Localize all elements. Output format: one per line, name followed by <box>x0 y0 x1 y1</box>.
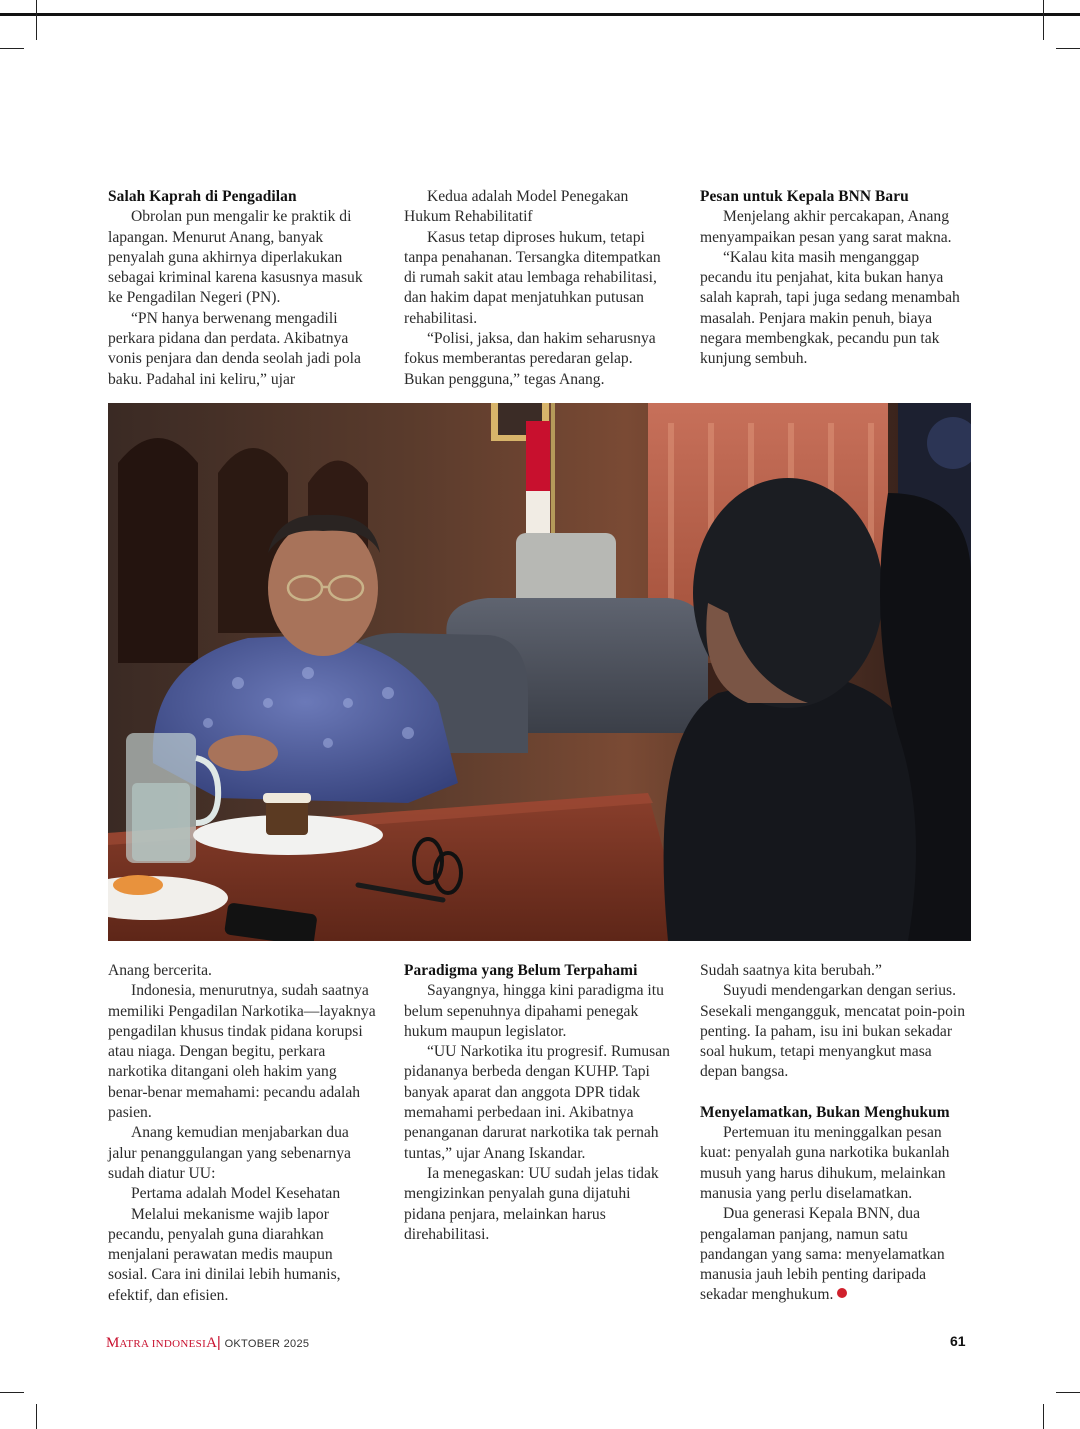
column-1-top <box>108 187 376 390</box>
brand-name: ATRA INDONESI <box>119 1338 207 1350</box>
section-heading: Paradigma yang Belum Terpahami <box>404 962 638 979</box>
section-heading: Menyelamatkan, Bukan Menghukum <box>700 1103 950 1121</box>
paragraph: Sayangnya, hingga kini paradigma itu belum sepenuhnya dipahami penegak hukum maupun legislator. <box>404 982 664 1040</box>
page-number: 61 <box>950 1333 966 1349</box>
paragraph: Kasus tetap diproses hukum, tetapi tanpa penahanan. Tersangka ditempatkan di rumah sakit atau lembaga rehabilitasi, dan hakim dapat menjatuhkan putusan rehabilitasi. <box>404 228 661 327</box>
crop-mark <box>0 48 24 49</box>
paragraph-text: Dua generasi Kepala BNN, dua pengalaman panjang, namun satu pandangan yang sama: menyelamatkan manusia jauh lebih penting daripada sekadar menghukum. <box>700 1205 945 1304</box>
paragraph: Melalui mekanisme wajib lapor pecandu, penyalah guna diarahkan menjalani perawatan medis maupun sosial. Cara ini dinilai lebih humanis, efektif, dan efisien. <box>108 1205 341 1304</box>
paragraph: Anang kemudian menjabarkan dua jalur penanggulangan yang sebenarnya sudah diatur UU: <box>108 1124 351 1182</box>
end-mark-icon <box>837 1288 847 1298</box>
paragraph: Pertemuan itu meninggalkan pesan kuat: penyalah guna narkotika bukanlah musuh yang harus dihukum, melainkan manusia yang perlu diselamatkan. <box>700 1124 950 1202</box>
crop-mark <box>36 1404 37 1429</box>
paragraph: “UU Narkotika itu progresif. Rumusan pidananya berbeda dengan KUHP. Tapi banyak aparat dan anggota DPR tidak memahami perbedaan ini. Akibatnya penanganan darurat narkotika tak pernah tuntas,” ujar Anang Iskandar. <box>404 1043 670 1162</box>
column-2-top <box>404 187 672 390</box>
paragraph: Indonesia, menurutnya, sudah saatnya memiliki Pengadilan Narkotika—layaknya pengadilan khusus tindak pidana korupsi atau niaga. Dengan begitu, perkara narkotika ditangani oleh hakim yang benar-benar memahami: pecandu adalah pasien. <box>108 982 376 1122</box>
paragraph <box>700 1204 968 1305</box>
paragraph: “Polisi, jaksa, dan hakim seharusnya fokus memberantas peredaran gelap. Bukan pengguna,” tegas Anang. <box>404 330 656 388</box>
brand-final: A <box>206 1335 217 1351</box>
paragraph: Anang bercerita. <box>108 962 212 979</box>
section-heading: Pesan untuk Kepala BNN Baru <box>700 188 909 205</box>
top-rule <box>0 13 1080 16</box>
crop-mark <box>1056 1392 1080 1393</box>
crop-mark <box>0 1392 24 1393</box>
paragraph: Sudah saatnya kita berubah.” <box>700 962 882 979</box>
footer-brand <box>106 1334 309 1352</box>
crop-mark <box>1043 1404 1044 1429</box>
paragraph: Obrolan pun mengalir ke praktik di lapangan. Menurut Anang, banyak penyalah guna akhirnya diperlakukan sebagai kriminal karena kasusnya masuk ke Pengadilan Negeri (PN). <box>108 208 363 307</box>
interview-photo <box>108 403 971 941</box>
section-heading: Salah Kaprah di Pengadilan <box>108 188 297 205</box>
paragraph: Kedua adalah Model Penegakan Hukum Rehabilitatif <box>404 188 629 226</box>
brand-initial: M <box>106 1335 120 1351</box>
column-1-bottom <box>108 961 376 1306</box>
paragraph: Pertama adalah Model Kesehatan <box>131 1185 341 1203</box>
paragraph: “Kalau kita masih menganggap pecandu itu penjahat, kita bukan hanya salah kaprah, tapi juga sedang menambah masalah. Penjara makin penuh, biaya negara membengkak, pecandu pun tak kunjung sembuh. <box>700 248 960 368</box>
paragraph: Ia menegaskan: UU sudah jelas tidak mengizinkan penyalah guna dijatuhi pidana penjara, melainkan harus direhabilitasi. <box>404 1164 659 1243</box>
crop-mark <box>1056 48 1080 49</box>
spacer <box>700 1083 968 1103</box>
paragraph: Menjelang akhir percakapan, Anang menyampaikan pesan yang sarat makna. <box>700 208 952 246</box>
column-3-top <box>700 187 968 370</box>
footer-separator: | <box>216 1334 221 1351</box>
issue-date: OKTOBER 2025 <box>224 1338 310 1350</box>
column-3-bottom <box>700 961 968 1306</box>
crop-mark <box>1043 0 1044 40</box>
column-2-bottom <box>404 961 672 1245</box>
paragraph: Suyudi mendengarkan dengan serius. Sesekali mengangguk, mencatat poin-poin penting. Ia paham, isu ini bukan sekadar soal hukum, tetapi menyangkut masa depan bangsa. <box>700 982 966 1081</box>
crop-mark <box>36 0 37 40</box>
paragraph: “PN hanya berwenang mengadili perkara pidana dan perdata. Akibatnya vonis penjara dan denda seolah jadi pola baku. Padahal ini keliru,” ujar <box>108 309 361 388</box>
